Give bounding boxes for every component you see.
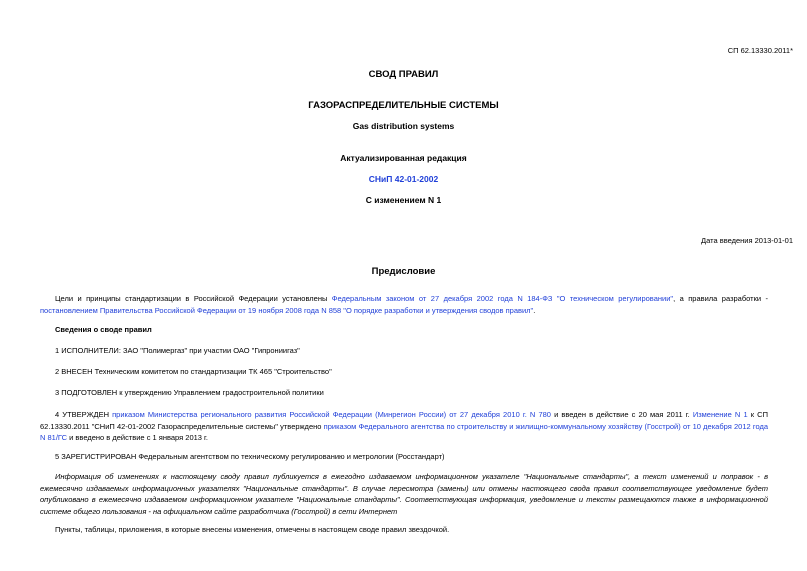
preface-title: Предисловие <box>371 266 436 277</box>
change-label: С изменением N 1 <box>365 195 442 205</box>
item-5: 5 ЗАРЕГИСТРИРОВАН Федеральным агентством по техническому регулированию и метрологии (Росстандарт) <box>55 452 445 461</box>
item-4 <box>40 409 768 444</box>
item4-text-1: 4 УТВЕРЖДЕН <box>55 410 113 419</box>
preface-paragraph <box>40 293 768 316</box>
item4-text-4: и введено в действие с 1 января 2013 г. <box>67 433 208 442</box>
final-note: Пункты, таблицы, приложения, в которые внесены изменения, отмечены в настоящем своде правил звездочкой. <box>55 525 450 534</box>
p1-text-1: Цели и принципы стандартизации в Российской Федерации установлены <box>55 294 332 303</box>
info-heading: Сведения о своде правил <box>55 325 152 334</box>
item-1: 1 ИСПОЛНИТЕЛИ: ЗАО "Полимергаз" при участии ОАО "Гипрониигаз" <box>55 346 300 355</box>
federal-law-link[interactable]: Федеральным законом от 27 декабря 2002 года N 184-ФЗ "О техническом регулировании" <box>331 294 674 303</box>
snip-link[interactable]: СНиП 42-01-2002 <box>368 174 439 184</box>
p1-text-3: . <box>533 305 536 315</box>
edition-label: Актуализированная редакция <box>340 153 467 163</box>
intro-date: Дата введения 2013-01-01 <box>701 236 793 245</box>
changes-info-paragraph: Информация об изменениях к настоящему своду правил публикуется в ежегодно издаваемом информационном указателе "Национальные стандарты", а текст изменений и поправок - в ежемесячно издаваемых информационных указателях "Национальные стандарты". В случае пересмотра (замены) или отмены настоящего свода правил соответствующее уведомление будет опубликовано в ежемесячно издаваемом информационном указателе "Национальные стандарты". Соответствующая информация, уведомление и тексты размещаются также в информационной системе общего пользования - на официальном сайте разработчика (Госстрой) в сети Интернет <box>40 472 768 516</box>
item-2: 2 ВНЕСЕН Техническим комитетом по стандартизации ТК 465 "Строительство" <box>55 367 332 376</box>
item4-text-3: к СП 62.13330.2011 "СНиП 42-01-2002 Газораспределительные системы" утверждено <box>40 410 768 431</box>
doc-name-en: Gas distribution systems <box>352 121 455 131</box>
minregion-order-link[interactable]: приказом Министерства регионального развития Российской Федерации (Минрегион России) от 27 декабря 2010 г. N 780 <box>112 410 551 419</box>
document-code: СП 62.13330.2011* <box>727 46 793 55</box>
doc-name-ru: ГАЗОРАСПРЕДЕЛИТЕЛЬНЫЕ СИСТЕМЫ <box>308 100 499 111</box>
gosstroy-order-link[interactable]: приказом Федерального агентства по строительству и жилищно-коммунальному хозяйству (Госстрой) от 10 декабря 2012 года N 81/ГС <box>40 421 768 442</box>
p1-text-2: , а правила разработки - <box>673 294 768 303</box>
doc-type-title: СВОД ПРАВИЛ <box>368 69 439 80</box>
government-decree-link[interactable]: постановлением Правительства Российской Федерации от 19 ноября 2008 года N 858 "О порядке разработки и утверждения сводов правил" <box>40 305 534 315</box>
item4-text-2: и введен в действие с 20 мая 2011 г. <box>550 410 693 419</box>
change-1-link[interactable]: Изменение N 1 <box>692 410 748 419</box>
item-3: 3 ПОДГОТОВЛЕН к утверждению Управлением градостроительной политики <box>55 388 324 397</box>
